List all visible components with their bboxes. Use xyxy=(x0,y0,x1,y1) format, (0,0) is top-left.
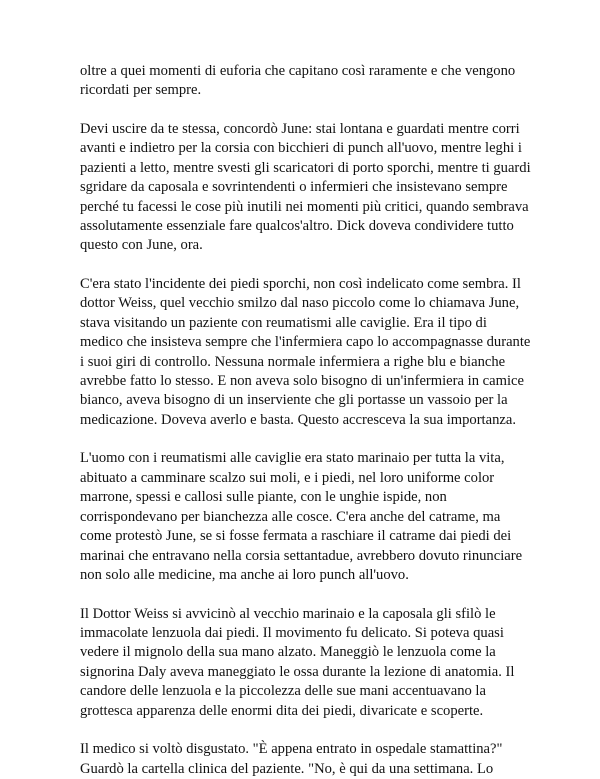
paragraph: C'era stato l'incidente dei piedi sporchi, non così indelicato come sembra. Il dottor Weiss, quel vecchio smilzo dal naso piccolo come lo chiamava June, stava visitando un paziente con reumatismi alle caviglie. Era il tipo di medico che insisteva sempre che l'infermiera capo lo accompagnasse durante i suoi giri di controllo. Nessuna normale infermiera a righe blu e bianche avrebbe fatto lo stesso. E non aveva solo bisogno di un'infermiera in camice bianco, aveva bisogno di un inserviente che gli portasse un vassoio per la medicazione. Doveva averlo e basta. Questo accresceva la sua importanza. xyxy=(80,276,531,428)
paragraph: oltre a quei momenti di euforia che capitano così raramente e che vengono ricordati per sempre. xyxy=(80,63,516,99)
paragraph: L'uomo con i reumatismi alle caviglie era stato marinaio per tutta la vita, abituato a camminare scalzo sui moli, e i piedi, nel loro uniforme color marrone, spessi e callosi sulle piante, con le unghie ispide, non corrispondevano per bianchezza alle cosce. C'era anche del catrame, ma come protestò June, se si fosse fermata a raschiare il catrame dai piedi dei marinai che entravano nella corsia settantadue, avrebbero dovuto rinunciare non solo alle medicine, ma anche ai loro punch all'uovo. xyxy=(80,450,523,583)
paragraph: Devi uscire da te stessa, concordò June: stai lontana e guardati mentre corri avanti e indietro per la corsia con bicchieri di punch all'uovo, mentre leghi i pazienti a letto, mentre svesti gli scaricatori di porto sporchi, mentre ti guardi sgridare da caposala e sovrintendenti o infermieri che insistevano sempre perché tu facessi le cose più inutili nei momenti più critici, quando sembrava assolutamente essenziale fare qualcos'altro. Dick doveva condividere tutto questo con June, ora. xyxy=(80,121,531,254)
paragraph: Il medico si voltò disgustato. "È appena entrato in ospedale stamattina?" Guardò la cartella clinica del paziente. "No, è qui da una settimana. Lo xyxy=(80,741,503,777)
paragraph: Il Dottor Weiss si avvicinò al vecchio marinaio e la caposala gli sfilò le immacolate lenzuola dai piedi. Il movimento fu delicato. Si poteva quasi vedere il mignolo della sua mano alzato. Maneggiò le lenzuola come la signorina Daly aveva maneggiato le ossa durante la lezione di anatomia. Il candore delle lenzuola e la piccolezza delle sue mani accentuavano la grottesca apparenza delle enormi dita dei piedi, divaricate e scoperte. xyxy=(80,605,515,719)
document-page xyxy=(80,62,532,779)
